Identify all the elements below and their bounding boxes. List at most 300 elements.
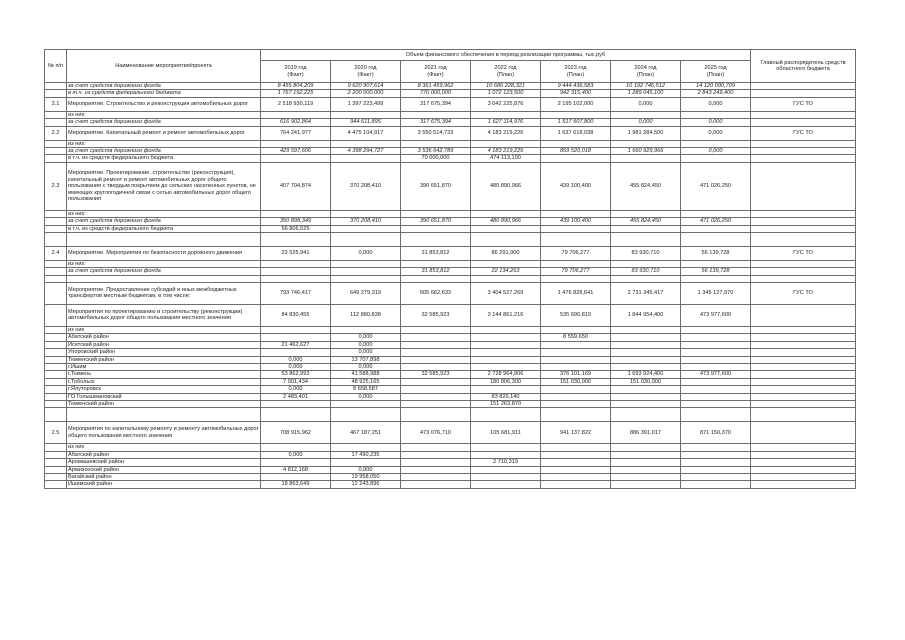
value-cell: 105 681,911 xyxy=(471,422,541,444)
row-manager xyxy=(751,275,856,282)
value-cell xyxy=(611,261,681,268)
value-cell xyxy=(541,466,611,473)
value-cell xyxy=(541,451,611,458)
value-cell: 480 890,966 xyxy=(471,162,541,210)
row-index xyxy=(45,408,67,422)
value-cell: 0,000 xyxy=(331,393,401,400)
table-row xyxy=(45,111,856,118)
value-cell xyxy=(471,466,541,473)
value-cell: 1 981 284,500 xyxy=(611,126,681,140)
value-cell xyxy=(681,378,751,385)
value-cell xyxy=(471,473,541,480)
row-name: Абатский район xyxy=(67,334,261,341)
row-manager xyxy=(751,393,856,400)
row-name: Мероприятие. Мероприятия по безопасности дорожного движения xyxy=(67,247,261,261)
value-cell: 2 710,319 xyxy=(471,459,541,466)
value-cell: 376 101,169 xyxy=(541,371,611,378)
value-cell xyxy=(331,459,401,466)
value-cell xyxy=(261,326,331,333)
table-row xyxy=(45,261,856,268)
value-cell: 649 279,319 xyxy=(331,282,401,304)
value-cell xyxy=(611,481,681,488)
value-cell: 0,000 xyxy=(611,97,681,111)
value-cell xyxy=(471,326,541,333)
value-cell: 3 536 642,789 xyxy=(401,148,471,155)
table-row xyxy=(45,140,856,147)
value-cell xyxy=(261,233,331,247)
row-index xyxy=(45,349,67,356)
row-name: Вагайский район xyxy=(67,473,261,480)
value-cell xyxy=(261,111,331,118)
row-manager xyxy=(751,268,856,275)
value-cell xyxy=(541,155,611,162)
header-year-label: 2021 год xyxy=(424,65,447,72)
value-cell xyxy=(611,140,681,147)
row-index xyxy=(45,111,67,118)
value-cell xyxy=(401,326,471,333)
value-cell: 18 863,649 xyxy=(261,481,331,488)
value-cell xyxy=(471,275,541,282)
row-index xyxy=(45,363,67,370)
value-cell: 944 611,895 xyxy=(331,119,401,126)
financing-table xyxy=(44,49,856,489)
row-manager xyxy=(751,466,856,473)
value-cell: 31 853,812 xyxy=(401,268,471,275)
value-cell xyxy=(611,341,681,348)
row-index xyxy=(45,225,67,232)
row-manager xyxy=(751,111,856,118)
value-cell xyxy=(401,140,471,147)
table-row xyxy=(45,400,856,407)
row-name: за счет средств дорожного фонда xyxy=(67,119,261,126)
value-cell: 370 208,410 xyxy=(331,162,401,210)
table-row xyxy=(45,83,856,90)
value-cell xyxy=(541,481,611,488)
value-cell xyxy=(331,111,401,118)
value-cell: 1 072 123,500 xyxy=(471,90,541,97)
row-index xyxy=(45,148,67,155)
value-cell: 13 707,898 xyxy=(331,356,401,363)
value-cell xyxy=(331,268,401,275)
value-cell xyxy=(261,268,331,275)
value-cell: 455 824,450 xyxy=(611,218,681,225)
row-index xyxy=(45,140,67,147)
value-cell: 473 977,600 xyxy=(681,371,751,378)
header-year-label: 2020 год xyxy=(354,65,377,72)
row-index xyxy=(45,218,67,225)
value-cell xyxy=(541,275,611,282)
value-cell xyxy=(541,408,611,422)
row-manager: ГУС ТО xyxy=(751,97,856,111)
value-cell xyxy=(471,481,541,488)
row-name: из них xyxy=(67,326,261,333)
value-cell xyxy=(471,386,541,393)
value-cell xyxy=(541,326,611,333)
value-cell: 471 026,250 xyxy=(681,218,751,225)
header-year-4 xyxy=(541,61,611,83)
value-cell: 350 898,349 xyxy=(261,218,331,225)
value-cell xyxy=(401,459,471,466)
row-name: Мероприятие. Строительство и реконструкция автомобильных дорог xyxy=(67,97,261,111)
value-cell xyxy=(541,393,611,400)
row-index xyxy=(45,356,67,363)
value-cell xyxy=(401,444,471,451)
value-cell xyxy=(611,400,681,407)
table-row xyxy=(45,233,856,247)
value-cell xyxy=(471,225,541,232)
table-row xyxy=(45,97,856,111)
value-cell: 83 930,710 xyxy=(611,247,681,261)
value-cell: 4 183 219,226 xyxy=(471,148,541,155)
value-cell xyxy=(611,444,681,451)
value-cell: 1 345 127,970 xyxy=(681,282,751,304)
header-year-kind: (План) xyxy=(636,71,655,78)
value-cell xyxy=(611,451,681,458)
table-row xyxy=(45,422,856,444)
value-cell: 0,000 xyxy=(681,148,751,155)
header-year-kind: (План) xyxy=(566,71,585,78)
value-cell: 2 843 249,400 xyxy=(681,90,751,97)
value-cell: 0,000 xyxy=(261,356,331,363)
row-index: 2.5 xyxy=(45,422,67,444)
value-cell: 8 658,587 xyxy=(331,386,401,393)
value-cell: 1 660 929,966 xyxy=(611,148,681,155)
value-cell xyxy=(471,349,541,356)
header-year-1 xyxy=(331,61,401,83)
row-manager xyxy=(751,363,856,370)
value-cell xyxy=(681,341,751,348)
value-cell: 112 880,838 xyxy=(331,304,401,326)
table-row xyxy=(45,218,856,225)
header-year-0 xyxy=(261,61,331,83)
value-cell: 505 662,633 xyxy=(401,282,471,304)
row-manager xyxy=(751,233,856,247)
value-cell xyxy=(401,225,471,232)
header-year-label: 2022 год xyxy=(494,65,517,72)
row-name: из них: xyxy=(67,140,261,147)
value-cell: 616 902,864 xyxy=(261,119,331,126)
value-cell: 4 475 104,917 xyxy=(331,126,401,140)
value-cell: 9 444 436,583 xyxy=(541,83,611,90)
value-cell xyxy=(611,393,681,400)
row-name: г.Ишим xyxy=(67,363,261,370)
value-cell: 764 241,977 xyxy=(261,126,331,140)
value-cell: 473 977,600 xyxy=(681,304,751,326)
value-cell xyxy=(541,210,611,217)
value-cell: 2 483,401 xyxy=(261,393,331,400)
table-row xyxy=(45,282,856,304)
value-cell xyxy=(331,210,401,217)
value-cell: 0,000 xyxy=(681,126,751,140)
value-cell: 10 686 228,321 xyxy=(471,83,541,90)
row-manager xyxy=(751,140,856,147)
row-index xyxy=(45,326,67,333)
value-cell: 70 000,000 xyxy=(401,155,471,162)
value-cell: 0,000 xyxy=(331,341,401,348)
value-cell xyxy=(611,473,681,480)
row-name: в т.ч. из средств федерального бюджета xyxy=(67,225,261,232)
value-cell xyxy=(471,140,541,147)
row-index: 2.1 xyxy=(45,97,67,111)
row-index: 2.2 xyxy=(45,126,67,140)
row-index xyxy=(45,481,67,488)
value-cell: 4 183 219,226 xyxy=(471,126,541,140)
row-manager xyxy=(751,218,856,225)
row-name xyxy=(67,275,261,282)
row-name: из них: xyxy=(67,261,261,268)
table-row xyxy=(45,393,856,400)
value-cell: 151 030,000 xyxy=(541,378,611,385)
value-cell xyxy=(681,275,751,282)
value-cell xyxy=(611,233,681,247)
value-cell: 1 289 045,100 xyxy=(611,90,681,97)
value-cell: 83 930,710 xyxy=(611,268,681,275)
row-name: Ишимский район xyxy=(67,481,261,488)
row-name: Тюменский район xyxy=(67,356,261,363)
value-cell: 439 100,400 xyxy=(541,162,611,210)
table-row xyxy=(45,378,856,385)
header-year-6 xyxy=(681,61,751,83)
row-index: 2.3 xyxy=(45,162,67,210)
value-cell xyxy=(261,444,331,451)
value-cell: 0,000 xyxy=(331,334,401,341)
table-row xyxy=(45,481,856,488)
row-name: Мероприятие. Проектирование, строительство (реконструкция), капитальный ремонт и ремонт автомобильных дорог общего пользования с твердым покрытием до сельских населенных пунктов, не имеющих круглогодичной связи с сетью автомобильных дорог общего пользования xyxy=(67,162,261,210)
value-cell: 2 518 930,119 xyxy=(261,97,331,111)
table-row xyxy=(45,459,856,466)
table-row xyxy=(45,451,856,458)
value-cell xyxy=(611,459,681,466)
value-cell: 56 139,728 xyxy=(681,268,751,275)
value-cell: 480 890,966 xyxy=(471,218,541,225)
header-year-label: 2024 год xyxy=(634,65,657,72)
header-year-kind: (План) xyxy=(706,71,725,78)
row-manager: ГУС ТО xyxy=(751,126,856,140)
value-cell xyxy=(611,466,681,473)
table-row xyxy=(45,155,856,162)
table-row xyxy=(45,408,856,422)
value-cell: 1 627 114,976 xyxy=(471,119,541,126)
value-cell xyxy=(611,275,681,282)
row-name: из них: xyxy=(67,210,261,217)
value-cell: 86 291,900 xyxy=(471,247,541,261)
value-cell xyxy=(401,386,471,393)
row-index xyxy=(45,459,67,466)
table-row xyxy=(45,225,856,232)
row-manager xyxy=(751,459,856,466)
value-cell xyxy=(541,473,611,480)
row-manager xyxy=(751,210,856,217)
value-cell xyxy=(261,400,331,407)
row-name: Армизонский район xyxy=(67,466,261,473)
value-cell xyxy=(681,444,751,451)
value-cell xyxy=(541,140,611,147)
value-cell xyxy=(471,408,541,422)
row-manager xyxy=(751,90,856,97)
value-cell xyxy=(541,225,611,232)
value-cell xyxy=(331,400,401,407)
value-cell: 407 704,874 xyxy=(261,162,331,210)
value-cell xyxy=(401,363,471,370)
value-cell xyxy=(611,356,681,363)
value-cell: 0,000 xyxy=(331,349,401,356)
value-cell xyxy=(331,326,401,333)
value-cell: 8 361 459,962 xyxy=(401,83,471,90)
row-name: Тюменский район xyxy=(67,400,261,407)
value-cell xyxy=(331,225,401,232)
table-row xyxy=(45,126,856,140)
value-cell xyxy=(541,386,611,393)
value-cell: 79 706,277 xyxy=(541,268,611,275)
value-cell xyxy=(541,444,611,451)
value-cell xyxy=(331,408,401,422)
value-cell: 0,000 xyxy=(261,451,331,458)
value-cell xyxy=(401,341,471,348)
value-cell xyxy=(261,334,331,341)
value-cell: 10 192 746,512 xyxy=(611,83,681,90)
value-cell: 0,000 xyxy=(331,363,401,370)
value-cell: 22 134,263 xyxy=(471,268,541,275)
value-cell xyxy=(401,233,471,247)
row-manager xyxy=(751,473,856,480)
row-manager xyxy=(751,341,856,348)
value-cell xyxy=(681,473,751,480)
header-name: Наименование мероприятия/проекта xyxy=(67,50,261,83)
value-cell xyxy=(401,210,471,217)
table-row xyxy=(45,304,856,326)
value-cell: 439 100,400 xyxy=(541,218,611,225)
table-row xyxy=(45,334,856,341)
value-cell: 3 404 527,269 xyxy=(471,282,541,304)
value-cell xyxy=(611,386,681,393)
table-row xyxy=(45,473,856,480)
header-index: № п/п xyxy=(45,50,67,83)
value-cell xyxy=(401,261,471,268)
value-cell xyxy=(541,400,611,407)
value-cell: 84 830,455 xyxy=(261,304,331,326)
value-cell xyxy=(471,233,541,247)
value-cell: 0,000 xyxy=(261,386,331,393)
table-row xyxy=(45,326,856,333)
value-cell xyxy=(401,451,471,458)
value-cell xyxy=(471,444,541,451)
value-cell: 474 113,100 xyxy=(471,155,541,162)
header-year-kind: (План) xyxy=(496,71,515,78)
row-manager: ГУС ТО xyxy=(751,247,856,261)
value-cell: 21 462,627 xyxy=(261,341,331,348)
value-cell: 941 137,822 xyxy=(541,422,611,444)
row-index xyxy=(45,400,67,407)
value-cell xyxy=(471,210,541,217)
value-cell: 1 767 192,225 xyxy=(261,90,331,97)
value-cell: 1 844 954,400 xyxy=(611,304,681,326)
header-volume: Объем финансового обеспечения в период реализации программы, тыс.руб xyxy=(261,50,751,61)
value-cell xyxy=(681,393,751,400)
value-cell: 32 585,923 xyxy=(401,371,471,378)
value-cell: 56 139,728 xyxy=(681,247,751,261)
value-cell: 53 862,993 xyxy=(261,371,331,378)
value-cell: 473 076,710 xyxy=(401,422,471,444)
value-cell xyxy=(401,111,471,118)
value-cell: 1 637 618,038 xyxy=(541,126,611,140)
value-cell: 455 824,450 xyxy=(611,162,681,210)
row-index xyxy=(45,386,67,393)
row-index xyxy=(45,473,67,480)
table-row xyxy=(45,349,856,356)
table-row xyxy=(45,371,856,378)
value-cell: 151 030,000 xyxy=(611,378,681,385)
value-cell: 467 187,251 xyxy=(331,422,401,444)
row-manager xyxy=(751,155,856,162)
value-cell: 859 520,018 xyxy=(541,148,611,155)
value-cell: 7 001,434 xyxy=(261,378,331,385)
header-year-kind: (Факт) xyxy=(427,71,444,78)
value-cell xyxy=(401,408,471,422)
row-index xyxy=(45,155,67,162)
row-index xyxy=(45,233,67,247)
value-cell: 2 728 964,906 xyxy=(471,371,541,378)
table-row xyxy=(45,386,856,393)
value-cell xyxy=(261,408,331,422)
value-cell: 471 026,250 xyxy=(681,162,751,210)
value-cell xyxy=(611,408,681,422)
value-cell xyxy=(331,275,401,282)
value-cell xyxy=(611,363,681,370)
value-cell xyxy=(681,233,751,247)
value-cell xyxy=(261,140,331,147)
row-manager xyxy=(751,349,856,356)
row-index xyxy=(45,119,67,126)
value-cell xyxy=(471,111,541,118)
value-cell xyxy=(331,261,401,268)
row-index xyxy=(45,268,67,275)
value-cell xyxy=(681,356,751,363)
row-index xyxy=(45,282,67,304)
row-manager xyxy=(751,451,856,458)
table-row xyxy=(45,341,856,348)
value-cell xyxy=(261,261,331,268)
row-manager xyxy=(751,400,856,407)
value-cell xyxy=(401,481,471,488)
row-name: Упоровский район xyxy=(67,349,261,356)
value-cell xyxy=(471,363,541,370)
value-cell: 0,000 xyxy=(331,247,401,261)
table-row xyxy=(45,356,856,363)
value-cell xyxy=(611,326,681,333)
value-cell: 535 690,819 xyxy=(541,304,611,326)
value-cell xyxy=(331,444,401,451)
value-cell xyxy=(681,459,751,466)
table-row xyxy=(45,247,856,261)
row-manager xyxy=(751,481,856,488)
value-cell: 317 675,394 xyxy=(401,119,471,126)
value-cell: 151 263,870 xyxy=(471,400,541,407)
value-cell xyxy=(401,400,471,407)
value-cell xyxy=(681,451,751,458)
value-cell: 19 958,050 xyxy=(331,473,401,480)
value-cell xyxy=(471,334,541,341)
value-cell xyxy=(611,334,681,341)
value-cell: 2 195 102,000 xyxy=(541,97,611,111)
row-name: Мероприятие. Предоставление субсидий и иных межбюджетных трансфертов местным бюджетам, в том числе: xyxy=(67,282,261,304)
row-name: из них: xyxy=(67,111,261,118)
value-cell: 31 853,812 xyxy=(401,247,471,261)
header-year-label: 2023 год xyxy=(564,65,587,72)
row-manager xyxy=(751,371,856,378)
header-year-kind: (Факт) xyxy=(357,71,374,78)
row-index xyxy=(45,334,67,341)
table-row xyxy=(45,162,856,210)
